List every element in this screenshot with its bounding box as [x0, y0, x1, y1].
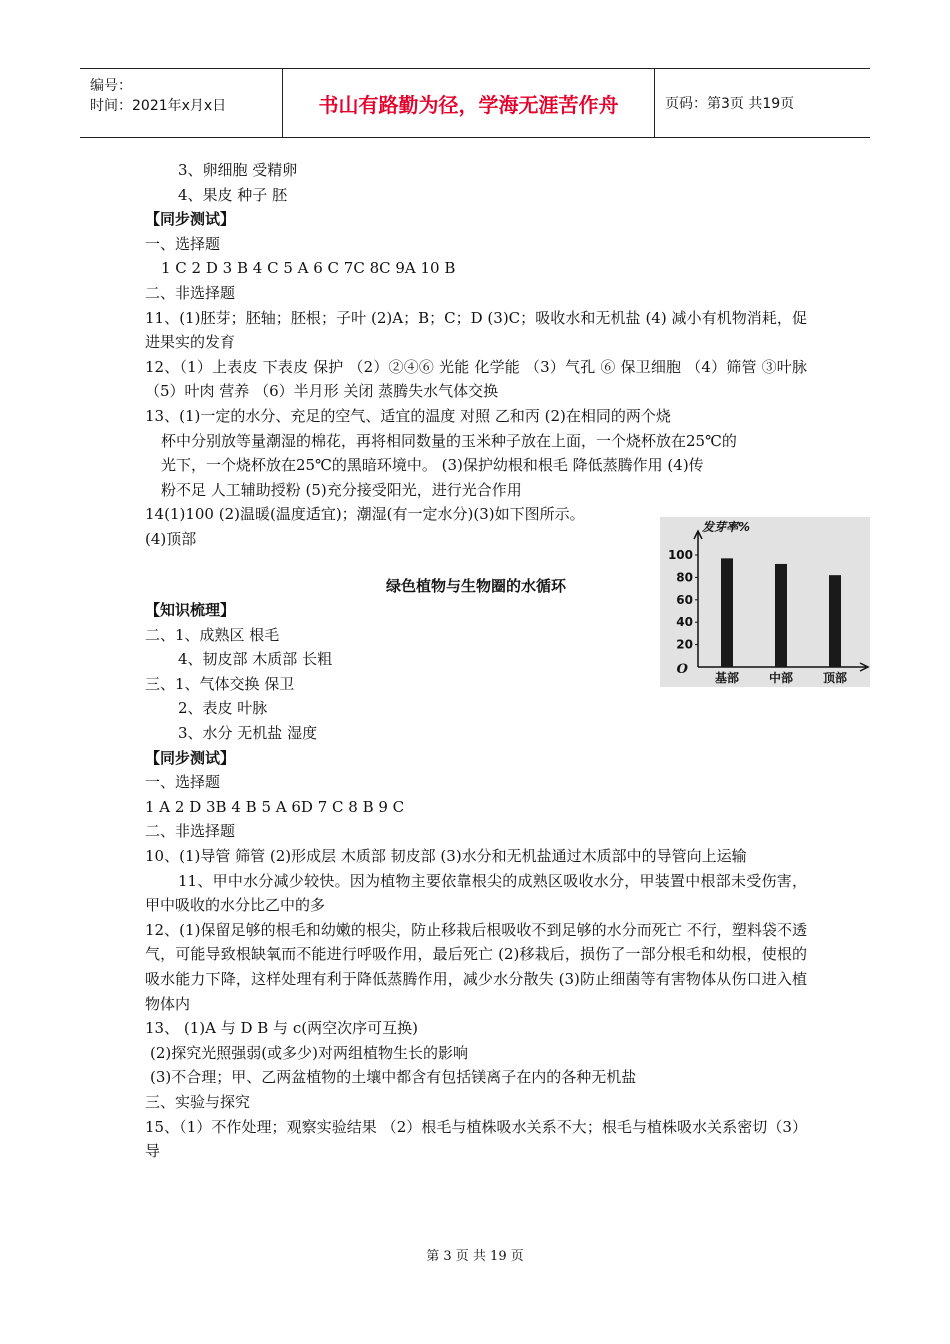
answer-line: (4)顶部 [145, 529, 197, 548]
answer-line: 13、 (1)A 与 D B 与 c(两空次序可互换) [145, 1019, 418, 1038]
x-category-label: 中部 [768, 671, 794, 685]
text-line: 3、卵细胞 受精卵 [178, 161, 298, 179]
answer-line: 粉不足 人工辅助授粉 (5)充分接受阳光，进行光合作用 [161, 480, 522, 499]
text-line: 一、选择题 [145, 773, 221, 792]
header-meta [80, 69, 283, 137]
origin-label: O [676, 662, 688, 677]
text-line: 二、1、成熟区 根毛 [145, 625, 280, 644]
text-line: 4、韧皮部 木质部 长粗 [178, 650, 333, 669]
page-header [80, 68, 870, 138]
answer-line: 1 A 2 D 3B 4 B 5 A 6D 7 C 8 B 9 C [145, 797, 405, 816]
y-axis-label: 发芽率% [702, 520, 751, 534]
text-line: 二、非选择题 [145, 283, 236, 302]
answer-line: 杯中分别放等量潮湿的棉花，再将相同数量的玉米种子放在上面，一个烧杯放在25℃的 [161, 431, 737, 450]
bar [721, 558, 733, 667]
section-heading: 【知识梳理】 [145, 601, 236, 620]
date-label: 时间：2021年x月x日 [90, 98, 227, 114]
y-tick-label: 20 [676, 637, 693, 652]
text-line: 二、非选择题 [145, 822, 236, 841]
section-heading: 【同步测试】 [145, 748, 236, 767]
answer-line: (2)探究光照强弱(或多少)对两组植物生长的影响 [150, 1043, 468, 1062]
page-footer: 第 3 页 共 19 页 [426, 1249, 524, 1264]
y-tick-label: 80 [676, 570, 693, 585]
section-heading: 【同步测试】 [145, 210, 236, 229]
chart-svg [660, 517, 870, 687]
answer-paragraph: 11、(1)胚芽；胚轴；胚根；子叶 (2)A；B；C；D (3)C；吸收水和无机盐 (4) 减小有机物消耗，促进果实的发育 [145, 308, 807, 352]
answer-line: 13、(1)一定的水分、充足的空气、适宜的温度 对照 乙和丙 (2)在相同的两个烧 [145, 406, 671, 425]
y-tick-label: 60 [676, 592, 693, 607]
answer-paragraph: 12、(1)保留足够的根毛和幼嫩的根尖，防止移栽后根吸收不到足够的水分而死亡 不行，塑料袋不透气，可能导致根缺氧而不能进行呼吸作用，最后死亡 (2)移栽后，损伤了一部分根毛和幼根，使根的吸水能力下降，这样处理有利于降低蒸腾作用，减少水分散失 (3)防止细菌等有害物体从伤口进入植物体内 [145, 920, 807, 1013]
x-category-label: 顶部 [822, 671, 848, 685]
header-page-info: 页码：第3页 共19页 [665, 96, 795, 112]
number-label: 编号： [90, 78, 132, 94]
text-line: 一、选择题 [145, 234, 221, 253]
answer-paragraph: 12、（1）上表皮 下表皮 保护 （2）②④⑥ 光能 化学能 （3）气孔 ⑥ 保卫细胞 （4）筛管 ③叶脉 （5）叶肉 营养 （6）半月形 关闭 蒸腾失水气体交换 [145, 357, 807, 401]
answer-paragraph: 15、（1）不作处理；观察实验结果 （2）根毛与植株吸水关系不大；根毛与植株吸水关系密切（3）导 [145, 1117, 807, 1161]
germination-chart [660, 517, 870, 687]
answer-paragraph: 10、(1)导管 筛管 (2)形成层 木质部 韧皮部 (3)水分和无机盐通过木质部中的导管向上运输 [145, 847, 747, 866]
answer-line: 14(1)100 (2)温暖(温度适宜)；潮湿(有一定水分)(3)如下图所示。 [145, 505, 585, 524]
bar [775, 564, 787, 667]
section-title: 绿色植物与生物圈的水循环 [385, 576, 566, 595]
text-line: 三、实验与探究 [145, 1092, 251, 1111]
text-line: 2、表皮 叶脉 [178, 699, 268, 718]
y-tick-label: 40 [676, 615, 693, 630]
text-line: 3、水分 无机盐 湿度 [178, 724, 318, 743]
x-category-label: 基部 [714, 671, 740, 685]
header-motto: 书山有路勤为径，学海无涯苦作舟 [283, 69, 655, 137]
answer-line: 光下，一个烧杯放在25℃的黑暗环境中。 (3)保护幼根和根毛 降低蒸腾作用 (4)传 [161, 456, 704, 475]
answer-paragraph: 11、甲中水分减少较快。因为植物主要依靠根尖的成熟区吸收水分，甲装置中根部未受伤害，甲中吸收的水分比乙中的多 [145, 871, 807, 915]
answer-line: 1 C 2 D 3 B 4 C 5 A 6 C 7C 8C 9A 10 B [161, 259, 456, 278]
text-line: 4、果皮 种子 胚 [178, 185, 288, 204]
y-tick-label: 100 [667, 548, 693, 562]
bar [829, 575, 841, 667]
text-line: 三、1、气体交换 保卫 [145, 674, 295, 693]
answer-line: (3)不合理；甲、乙两盆植物的土壤中都含有包括镁离子在内的各种无机盐 [150, 1068, 637, 1087]
